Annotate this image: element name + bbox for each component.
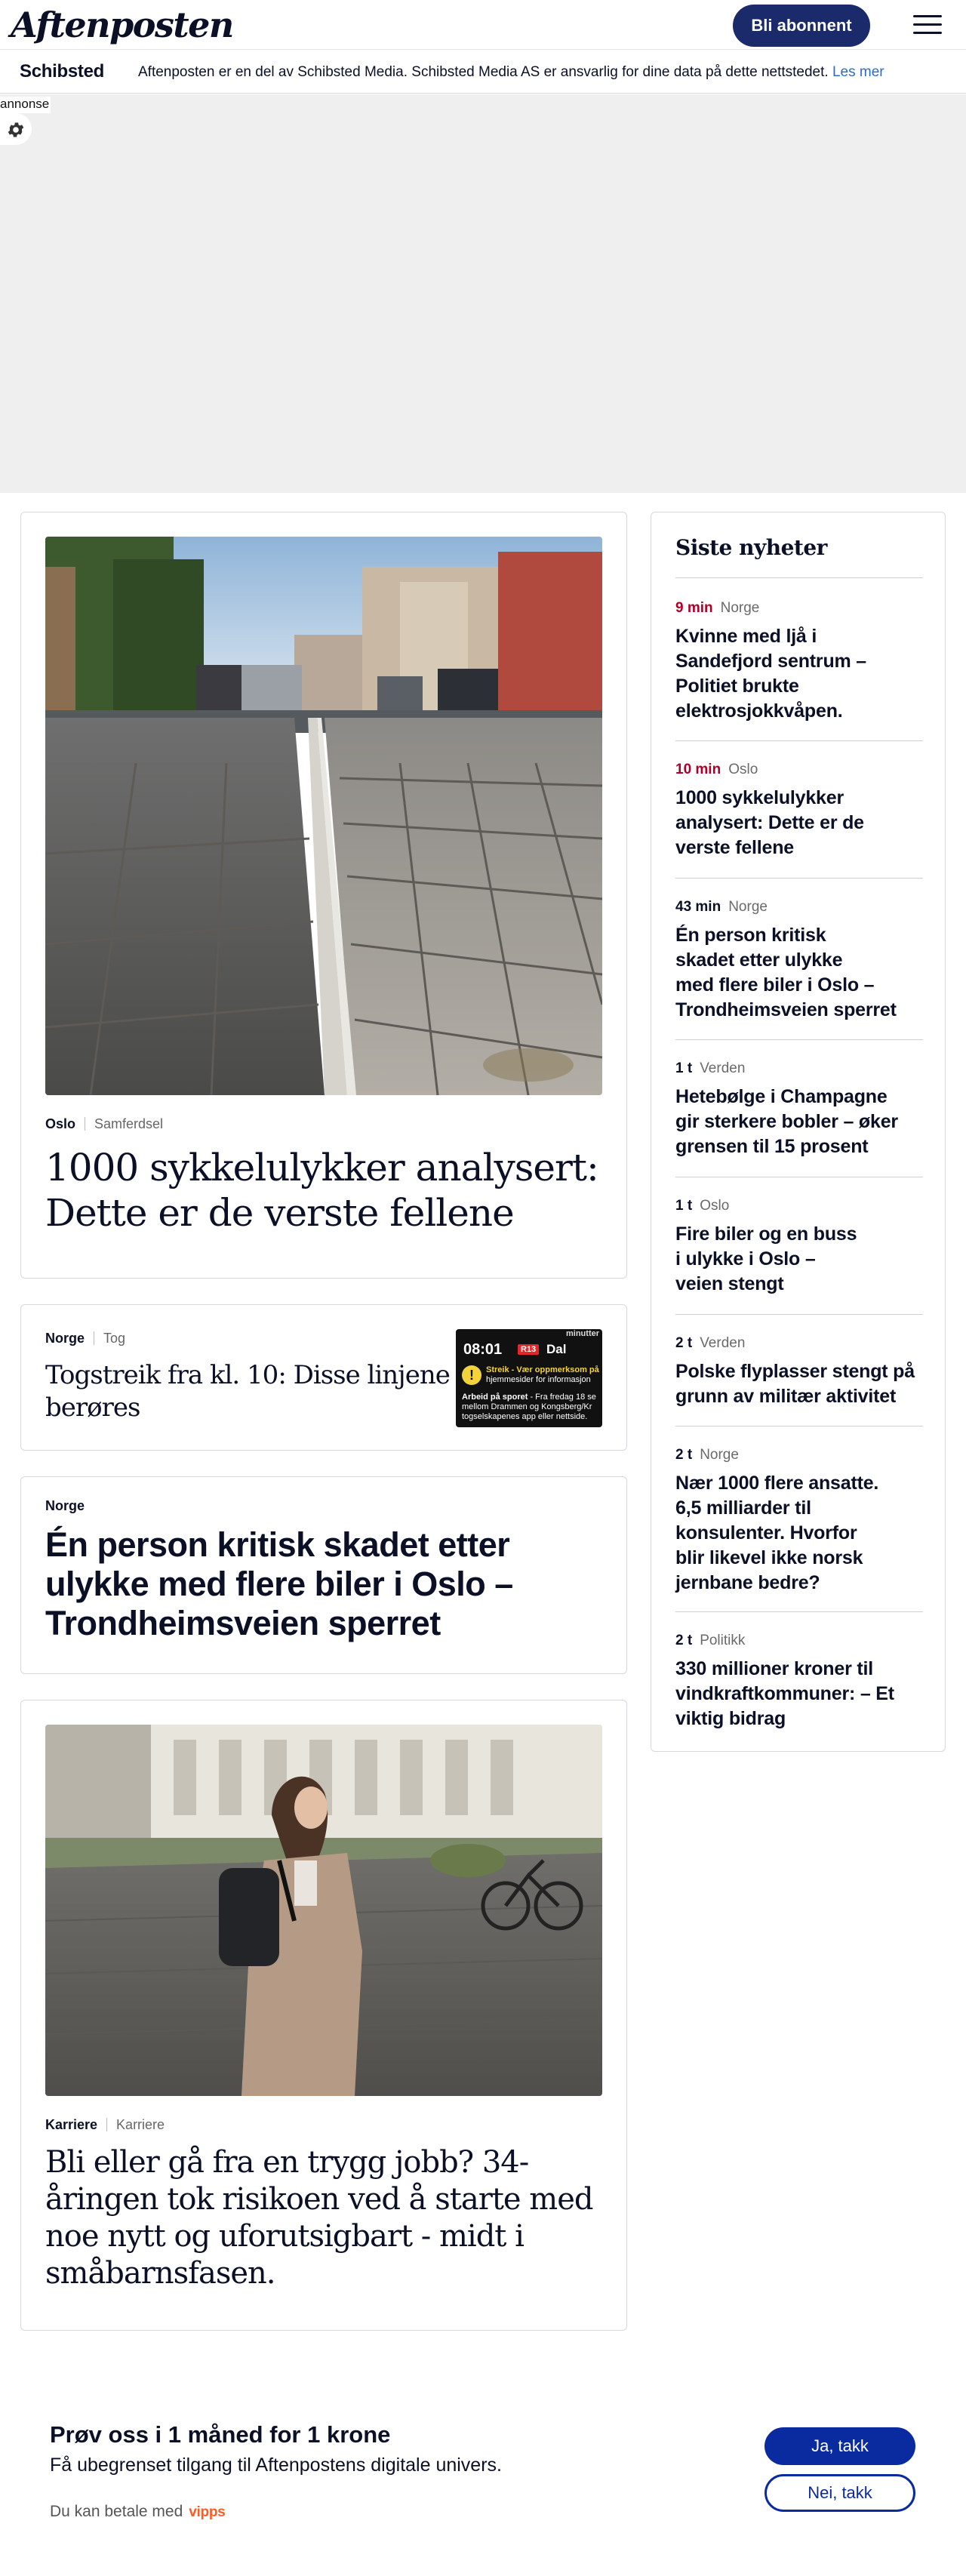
- warning-icon: !: [462, 1365, 481, 1385]
- display-line: togselskapenes app eller nettside.: [462, 1412, 588, 1421]
- woman-walking-image[interactable]: [45, 1725, 602, 2096]
- article-tags: [45, 1116, 163, 1132]
- headline-line: Sandefjord sentrum –: [675, 651, 866, 672]
- article-tags: [45, 1331, 125, 1346]
- headline-line: Fire biler og en buss: [675, 1223, 857, 1245]
- news-time: 2 t: [675, 1633, 693, 1648]
- headline-line: 330 millioner kroner til: [675, 1658, 873, 1679]
- schibsted-logo: Schibsted: [20, 61, 104, 82]
- headline-line: Trondheimsveien sperret: [675, 999, 897, 1020]
- news-headline: [675, 923, 924, 1023]
- article-category[interactable]: Karriere: [45, 2117, 98, 2132]
- news-category: Norge: [728, 899, 768, 915]
- title-line: Én person kritisk skadet etter: [45, 1525, 510, 1564]
- cobblestone-street-image[interactable]: [45, 537, 602, 1095]
- aftenposten-logo[interactable]: Aftenposten: [11, 5, 233, 45]
- display-destination: Dal: [546, 1342, 567, 1356]
- title-line: Dette er de verste fellene: [45, 1191, 514, 1235]
- headline-line: Polske flyplasser stengt på: [675, 1361, 915, 1382]
- headline-line: 1000 sykkelulykker: [675, 787, 844, 808]
- article-card-career[interactable]: [20, 1700, 627, 2331]
- news-time: 2 t: [675, 1447, 693, 1463]
- decline-offer-button[interactable]: Nei, takk: [764, 2474, 915, 2512]
- article-tags: [45, 1498, 85, 1514]
- article-subcategory[interactable]: Samferdsel: [94, 1116, 164, 1131]
- article-card-cycling[interactable]: [20, 512, 627, 1279]
- display-line: mellom Drammen og Kongsberg/Kr: [462, 1402, 592, 1411]
- headline-line: skadet etter ulykke: [675, 949, 843, 971]
- headline-line: Nær 1000 flere ansatte.: [675, 1473, 879, 1494]
- divider: [675, 1314, 923, 1315]
- headline-line: Én person kritisk: [675, 925, 826, 946]
- schibsted-notice-text: Aftenposten er en del av Schibsted Media. Schibsted Media AS er ansvarlig for dine data på dette nettstedet.: [138, 64, 829, 80]
- gear-icon[interactable]: [0, 113, 32, 145]
- title-line: Trondheimsveien sperret: [45, 1604, 441, 1642]
- headline-line: vindkraftkommuner: – Et: [675, 1683, 894, 1704]
- train-display-thumbnail[interactable]: [456, 1329, 602, 1427]
- news-item[interactable]: [675, 1198, 924, 1297]
- title-line: Togstreik fra kl. 10: Disse linjene: [45, 1360, 450, 1390]
- ad-label: annonse: [0, 97, 51, 113]
- news-category: Verden: [700, 1060, 746, 1076]
- headline-line: Kvinne med ljå i: [675, 626, 817, 647]
- display-message-2: [462, 1393, 602, 1422]
- article-card-train-strike[interactable]: [20, 1304, 627, 1451]
- article-category[interactable]: Norge: [45, 1331, 85, 1346]
- headline-line: gir sterkere bobler – øker: [675, 1111, 898, 1132]
- headline-line: jernbane bedre?: [675, 1572, 820, 1593]
- news-headline: [675, 1222, 924, 1297]
- article-title[interactable]: [45, 1359, 453, 1424]
- headline-line: viktig bidrag: [675, 1708, 786, 1729]
- divider: [675, 1611, 923, 1612]
- read-more-link[interactable]: Les mer: [832, 64, 884, 80]
- headline-line: med flere biler i Oslo –: [675, 974, 875, 996]
- article-title[interactable]: [45, 1525, 513, 1643]
- news-headline: [675, 786, 924, 860]
- offer-title: Prøv oss i 1 måned for 1 krone: [50, 2421, 391, 2448]
- news-time: 2 t: [675, 1335, 693, 1351]
- article-title[interactable]: [45, 2144, 592, 2292]
- display-time: 08:01: [463, 1341, 503, 1358]
- title-line: berøres: [45, 1393, 140, 1423]
- news-category: Politikk: [700, 1633, 746, 1648]
- title-line: ulykke med flere biler i Oslo –: [45, 1565, 513, 1603]
- news-category: Norge: [700, 1447, 739, 1463]
- offer-subtitle: Få ubegrenset tilgang til Aftenpostens digitale univers.: [50, 2454, 502, 2476]
- headline-line: 6,5 milliarder til: [675, 1497, 811, 1519]
- subscribe-button[interactable]: Bli abonnent: [733, 5, 870, 47]
- news-item[interactable]: [675, 1633, 924, 1731]
- news-item[interactable]: [675, 1447, 924, 1596]
- title-line: småbarnsfasen.: [45, 2256, 275, 2291]
- headline-line: Politiet brukte: [675, 676, 799, 697]
- headline-line: elektrosjokkvåpen.: [675, 700, 843, 722]
- divider: [675, 878, 923, 879]
- news-time: 10 min: [675, 762, 721, 777]
- route-badge: R13: [518, 1344, 539, 1355]
- news-item[interactable]: [675, 1060, 924, 1159]
- headline-line: blir likevel ikke norsk: [675, 1547, 863, 1568]
- news-category: Oslo: [700, 1198, 730, 1214]
- headline-line: analysert: Dette er de: [675, 812, 864, 833]
- article-subcategory[interactable]: Karriere: [116, 2117, 165, 2132]
- news-category: Norge: [720, 600, 760, 616]
- news-headline: [675, 1657, 924, 1731]
- news-time: 1 t: [675, 1198, 693, 1214]
- display-message: [486, 1365, 602, 1385]
- news-time: 43 min: [675, 899, 721, 915]
- subscription-offer-banner: [0, 2362, 966, 2576]
- news-item[interactable]: [675, 762, 924, 860]
- ad-slot: [0, 94, 966, 493]
- news-item[interactable]: [675, 1335, 924, 1409]
- article-subcategory[interactable]: Tog: [103, 1331, 126, 1346]
- display-line: - Fra fredag 18 se: [528, 1393, 596, 1402]
- news-headline: [675, 1471, 924, 1596]
- display-line: Arbeid på sporet: [462, 1393, 528, 1402]
- headline-line: konsulenter. Hvorfor: [675, 1522, 857, 1543]
- news-item[interactable]: [675, 899, 924, 1023]
- sidebar-title: Siste nyheter: [675, 535, 827, 560]
- article-tags: [45, 2117, 165, 2133]
- article-category[interactable]: Norge: [45, 1498, 85, 1513]
- headline-line: veien stengt: [675, 1273, 784, 1294]
- news-time: 1 t: [675, 1060, 693, 1076]
- payment-text: Du kan betale med: [50, 2503, 183, 2520]
- article-category[interactable]: Oslo: [45, 1116, 76, 1131]
- headline-line: verste fellene: [675, 837, 795, 858]
- news-category: Verden: [700, 1335, 746, 1351]
- news-headline: [675, 1359, 924, 1409]
- headline-line: i ulykke i Oslo –: [675, 1248, 816, 1270]
- divider: [675, 577, 923, 578]
- site-header: [0, 0, 966, 50]
- payment-note: [50, 2503, 225, 2521]
- news-headline: [675, 624, 924, 724]
- display-header: minutter: [566, 1329, 599, 1338]
- headline-line: Hetebølge i Champagne: [675, 1086, 888, 1107]
- news-category: Oslo: [728, 762, 758, 777]
- article-title[interactable]: [45, 1145, 598, 1236]
- vipps-logo: vipps: [189, 2504, 226, 2520]
- article-card-accident[interactable]: [20, 1476, 627, 1674]
- divider: [675, 740, 923, 741]
- accept-offer-button[interactable]: Ja, takk: [764, 2427, 915, 2465]
- headline-line: grunn av militær aktivitet: [675, 1386, 897, 1407]
- schibsted-notice: [138, 64, 884, 81]
- title-line: Bli eller gå fra en trygg jobb? 34-: [45, 2145, 529, 2180]
- schibsted-info-bar: [0, 50, 966, 94]
- title-line: 1000 sykkelulykker analysert:: [45, 1146, 598, 1190]
- news-time: 9 min: [675, 600, 713, 616]
- latest-news-sidebar: [651, 512, 946, 1752]
- display-line: hjemmesider for informasjon: [486, 1375, 591, 1384]
- display-line: Streik - Vær oppmerksom på: [486, 1365, 599, 1374]
- divider: [675, 1039, 923, 1040]
- hamburger-icon[interactable]: [913, 15, 943, 38]
- news-headline: [675, 1085, 924, 1159]
- title-line: åringen tok risikoen ved å starte med: [45, 2182, 593, 2217]
- headline-line: grensen til 15 prosent: [675, 1136, 869, 1157]
- news-item[interactable]: [675, 600, 924, 724]
- title-line: noe nytt og uforutsigbart - midt i: [45, 2219, 524, 2254]
